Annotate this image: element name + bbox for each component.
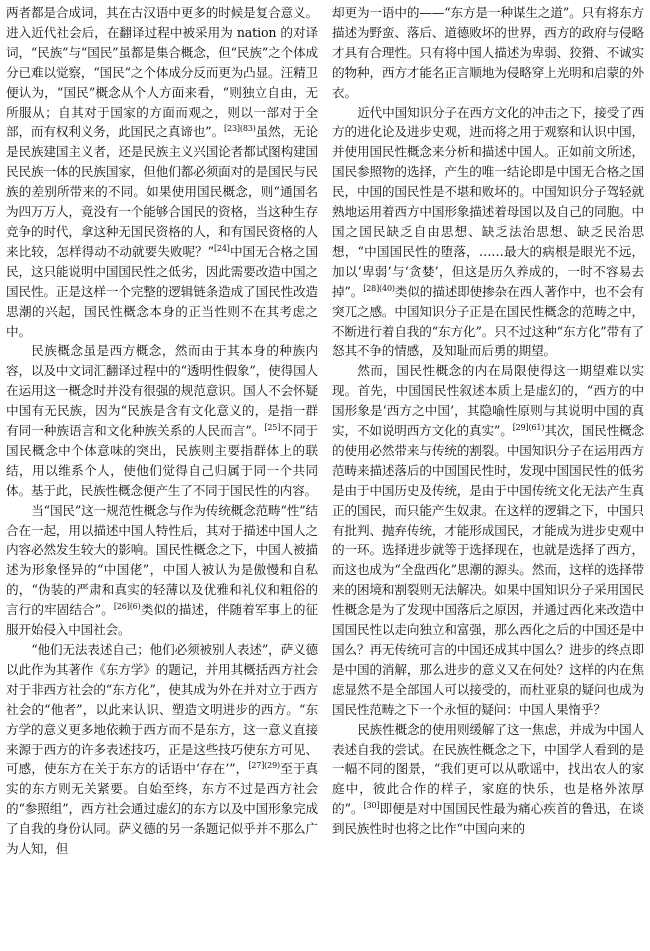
body-paragraph (332, 720, 644, 839)
body-paragraph (6, 640, 318, 859)
body-paragraph (332, 361, 644, 719)
right-column (332, 3, 644, 951)
paragraph-text: 却更为一语中的——“东方是一种谋生之道”。只有将东方描述为野蛮、落后、道德败坏的世界，西方的政府与侵略才具有合理性。只有将中国人描述为卑弱、狡猾、不诚实的物种，西方才能名正言顺地为侵略穿上光明和启蒙的外衣。 (332, 5, 644, 100)
body-paragraph (6, 341, 318, 500)
paragraph-text: “他们无法表述自己；他们必须被别人表述”，萨义德以此作为其著作《东方学》的题记，并用其概括西方社会对于非西方社会的“东方化”，使其成为外在并对立于西方社会的“他者”，以此来认识、塑造文明进步的西方。“东方学的意义更多地依赖于西方而不是东方，这一意义直接来源于西方的许多表述技巧，正是这些技巧使东方可见、可感，使东方在关于东方的话语中‘存在’”， (6, 642, 318, 777)
body-paragraph (6, 3, 318, 341)
paragraph-text: 不同于国民概念中个体意味的突出，民族则主要指群体上的联结，用以维系个人，使他们觉得自己归属于同一个共同体。基于此，民族性概念便产生了不同于国民性的内容。 (6, 423, 318, 498)
paragraph-text: 类似的描述即使掺杂在西人著作中，也不会有突兀之感。中国知识分子正是在国民性概念的范畴之中，不断进行着自我的“东方化”。只不过这种“东方化”带有了怒其不争的情感，及知耻而后勇的期望。 (332, 283, 644, 359)
paragraph-text: 即便是对中国国民性最为痛心疾首的鲁迅，在谈到民族性时也将之比作“中国向来的 (332, 801, 644, 837)
body-paragraph (332, 103, 644, 362)
paragraph-text: 当“国民”这一规范性概念与作为传统概念范畴“性”结合在一起，用以描述中国人特性后，其对于描述中国人之内容必然发生较大的影响。国民性概念之下，中国人被描述为形象怪异的“中国佬”，中国人被认为是傲慢和自私的，“伪装的严肃和真实的轻薄以及优雅和礼仪和粗俗的言行的牢固结合”。 (6, 502, 318, 618)
body-paragraph (6, 501, 318, 640)
paragraph-text: 然而，国民性概念的内在局限使得这一期望难以实现。首先，中国国民性叙述本质上是虚幻的，“西方的中国形象是‘西方之中国’，其隐喻性原则与其说明中国的真实，不如说明西方文化的真实”。 (332, 363, 644, 439)
paragraph-text: 虽然，无论是民族建国主义者，还是民族主义兴国论者都试图构建国民民族一体的民族国家，但他们都必须面对的是国民与民族的差别所带来的不同。如果使用国民概念，则“通国名为四万万人，竟没有一个能够合国民的资格，当这种生存竞争的时代，拿这种无国民资格的人，和有国民资格的人来比较，怎样得动不动就要失败呢？” (6, 124, 318, 259)
citation-reference: [29](61) (512, 422, 545, 432)
paragraph-text: 其次，国民性概念的使用必然带来与传统的割裂。中国知识分子在运用西方范畴来描述落后的中国国民性时，发现中国国民性的低劣是由于中国历史及传统，是由于中国传统文化无法产生真正的国民，而只能产生奴隶。在这样的逻辑之下，中国只有批判、抛弃传统，才能形成国民，才能成为进步史观中的一环。选择进步就等于选择现在，也就是选择了西方，而这也成为“全盘西化”思潮的源头。然而，这样的选择带来的困境和割裂则无法解决。如果中国知识分子采用国民性概念是为了发现中国落后之原因，并通过西化来改造中国国民性以走向独立和富强，那么西化之后的中国还是中国么？再无传统可言的中国还成其中国么？进步的终点即是中国的消解，那么进步的意义又在何处？这样的内在焦虑显然不是全部国人可以接受的，而杜亚泉的疑问也成为国民性范畴之下一个永恒的疑问：中国人果惰乎？ (332, 423, 644, 717)
paragraph-text: 至于真实的东方则无关紧要。自始至终，东方不过是西方社会的“参照组”，西方社会通过虚幻的东方以及中国形象完成了自我的身份认同。萨义德的另一条题记似乎并不那么广为人知，但 (6, 761, 318, 857)
left-column (6, 3, 318, 951)
citation-reference: [23](83) (224, 124, 256, 134)
citation-reference: [24] (213, 243, 230, 253)
citation-reference: [27](29) (248, 761, 280, 771)
paragraph-text: 民族性概念的使用则缓解了这一焦虑，并成为中国人表述自我的尝试。在民族性概念之下，中国学人看到的是一幅不同的图景，“我们更可以从歌谣中，找出农人的家庭中，彼此合作的样子，家庭的快乐，也是格外浓厚的”。 (332, 721, 644, 817)
citation-reference: [25] (264, 422, 281, 432)
paragraph-text: 两者都是合成词，其在古汉语中更多的时候是复合意义。进入近代社会后，在翻译过程中被采用为 nation 的对译词，“民族”与“国民”虽都是集合概念，但“民族”之个体成分已难以觉察，“国民”之个体成分反而更为凸显。汪精卫便认为，“国民”概念从个人方面来看，“则独立自由，无所服从；自其对于国家的方面而观之，则以一部对于全部，而有权利义务，此国民之真谛也”。 (6, 5, 318, 140)
body-paragraph (332, 3, 644, 103)
paragraph-text: 民族概念虽是西方概念，然而由于其本身的种族内容，以及中文词汇翻译过程中的“透明性假象”，使得国人在运用这一概念时并没有很强的规范意识。国人不会怀疑中国有无民族，因为“民族是含有文化意义的，是指一群有同一种族语言和文化种族关系的人民而言”。 (6, 343, 318, 439)
citation-reference: [30] (363, 801, 380, 811)
paragraph-text: 中国无合格之国民，这只能说明中国国民性之低劣，因此需要改造中国之国民性。正是这样一个完整的逻辑链条造成了国民性改造思潮的兴起，国民性概念本身的正当性则不在其考虑之中。 (6, 243, 319, 339)
citation-reference: [28](40) (363, 283, 395, 293)
paragraph-text: 近代中国知识分子在西方文化的冲击之下，接受了西方的进化论及进步史观，进而将之用于观察和认识中国，并使用国民性概念来分析和描述中国人。正如前文所述，国民参照物的选择，产生的唯一结论即是中国无合格之国民，中国的国民性是不堪和败坏的。中国知识分子驾轻就熟地运用着西方中国形象描述着母国以及自己的同胞。中国之国民缺乏自由思想、缺乏法治思想、缺乏民治思想，“中国国民性的堕落，……最大的病根是眼光不远，加以‘卑弱’与‘贪婪’，但这是历久养成的，一时不容易去掉”。 (332, 104, 644, 299)
paragraph-text: 类似的描述，伴随着军事上的征服开始侵入中国社会。 (6, 602, 318, 638)
citation-reference: [26](6) (113, 602, 141, 611)
